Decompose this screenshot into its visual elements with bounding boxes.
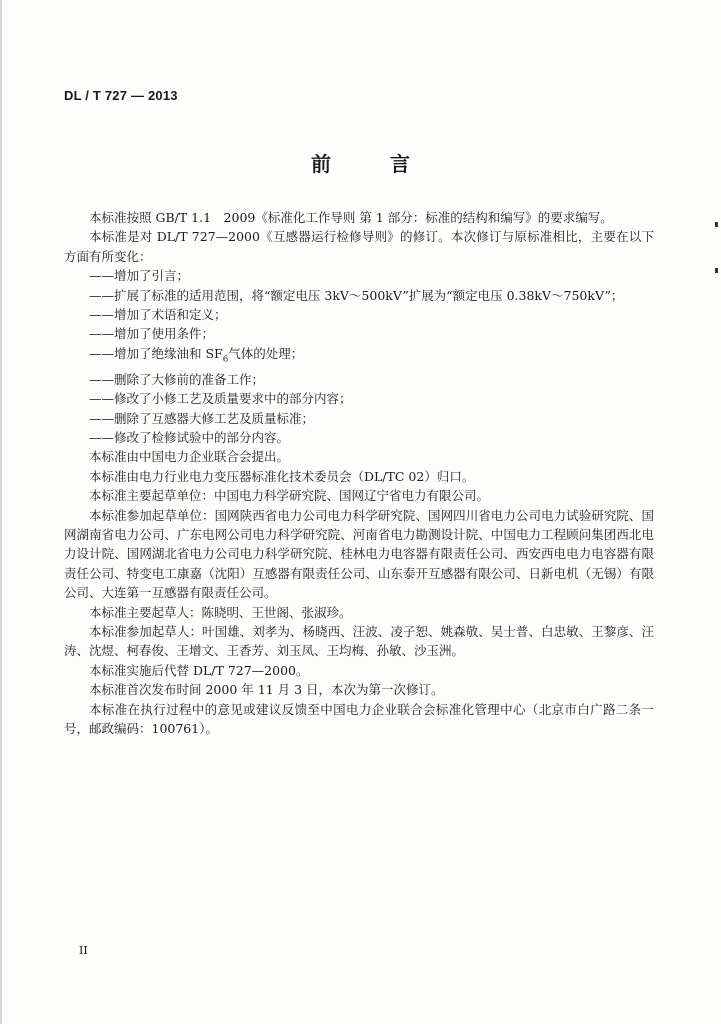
change-item-text: ——增加了绝缘油和 SF — [89, 345, 223, 361]
scan-mark — [715, 222, 718, 227]
change-item: ——扩展了标准的适用范围，将“额定电压 3kV～500kV”扩展为“额定电压 0.38kV～750kV”； — [89, 287, 624, 303]
paragraph-proposer: 本标准由中国电力企业联合会提出。 — [89, 449, 290, 465]
subscript-6: 6 — [222, 354, 229, 365]
section-title: 前 言 — [311, 152, 436, 176]
paragraph-main-drafters: 本标准主要起草人：陈晓明、王世阁、张淑珍。 — [89, 604, 352, 620]
paragraph-replaces: 本标准实施后代替 DL/T 727—2000。 — [89, 662, 309, 678]
preface-body — [64, 208, 654, 738]
change-item: ——增加了使用条件； — [89, 326, 215, 342]
change-item: ——修改了小修工艺及质量要求中的部分内容； — [89, 391, 352, 407]
paragraph-compliance: 本标准按照 GB/T 1.1 2009《标准化工作导则 第 1 部分：标准的结构和编写》的要求编写。 — [89, 210, 613, 225]
scan-mark — [715, 268, 718, 273]
page-number: II — [79, 944, 88, 957]
paragraph-revision: 本标准是对 DL/T 727—2000《互感器运行检修导则》的修订。本次修订与原标准相比，主要在以下方面有所变化： — [64, 229, 654, 264]
change-item: ——修改了检修试验中的部分内容。 — [89, 429, 290, 445]
change-item-text-rest: 气体的处理； — [228, 345, 304, 361]
paragraph-committee: 本标准由电力行业电力变压器标准化技术委员会（DL/TC 02）归口。 — [89, 468, 475, 484]
change-item-sf6 — [64, 344, 654, 370]
paragraph-main-drafters-org: 本标准主要起草单位：中国电力科学研究院、国网辽宁省电力有限公司。 — [89, 488, 490, 504]
paragraph-feedback: 本标准在执行过程中的意见或建议反馈至中国电力企业联合会标准化管理中心（北京市白广路二条一号，邮政编码：100761）。 — [64, 701, 654, 737]
change-item: ——删除了大修前的准备工作； — [89, 371, 265, 387]
change-item: ——增加了引言； — [89, 268, 190, 284]
change-item: ——删除了互感器大修工艺及质量标准； — [89, 410, 315, 426]
document-code: DL / T 727 — 2013 — [64, 88, 178, 103]
paragraph-participating-orgs: 本标准参加起草单位：国网陕西省电力公司电力科学研究院、国网四川省电力公司电力试验研究院、国网湖南省电力公司、广东电网公司电力科学研究院、河南省电力勘测设计院、中国电力工程顾问集团西北电力设计院、国网湖北省电力公司电力科学研究院、桂林电力电容器有限责任公司、西安西电电力电容器有限责任公司、特变电工康嘉（沈阳）互感器有限责任公司、山东泰开互感器有限公司、日新电机（无锡）有限公司、大连第一互感器有限责任公司。 — [64, 507, 654, 601]
paragraph-participating-drafters: 本标准参加起草人：叶国雄、刘孝为、杨晓西、汪波、凌子恕、姚森敬、吴士普、白忠敏、王黎彦、汪涛、沈煜、柯春俊、王增文、王香芳、刘玉凤、王均梅、孙敏、沙玉洲。 — [64, 624, 654, 659]
change-item: ——增加了术语和定义； — [89, 307, 227, 323]
paragraph-first-release: 本标准首次发布时间 2000 年 11 月 3 日，本次为第一次修订。 — [89, 682, 444, 698]
